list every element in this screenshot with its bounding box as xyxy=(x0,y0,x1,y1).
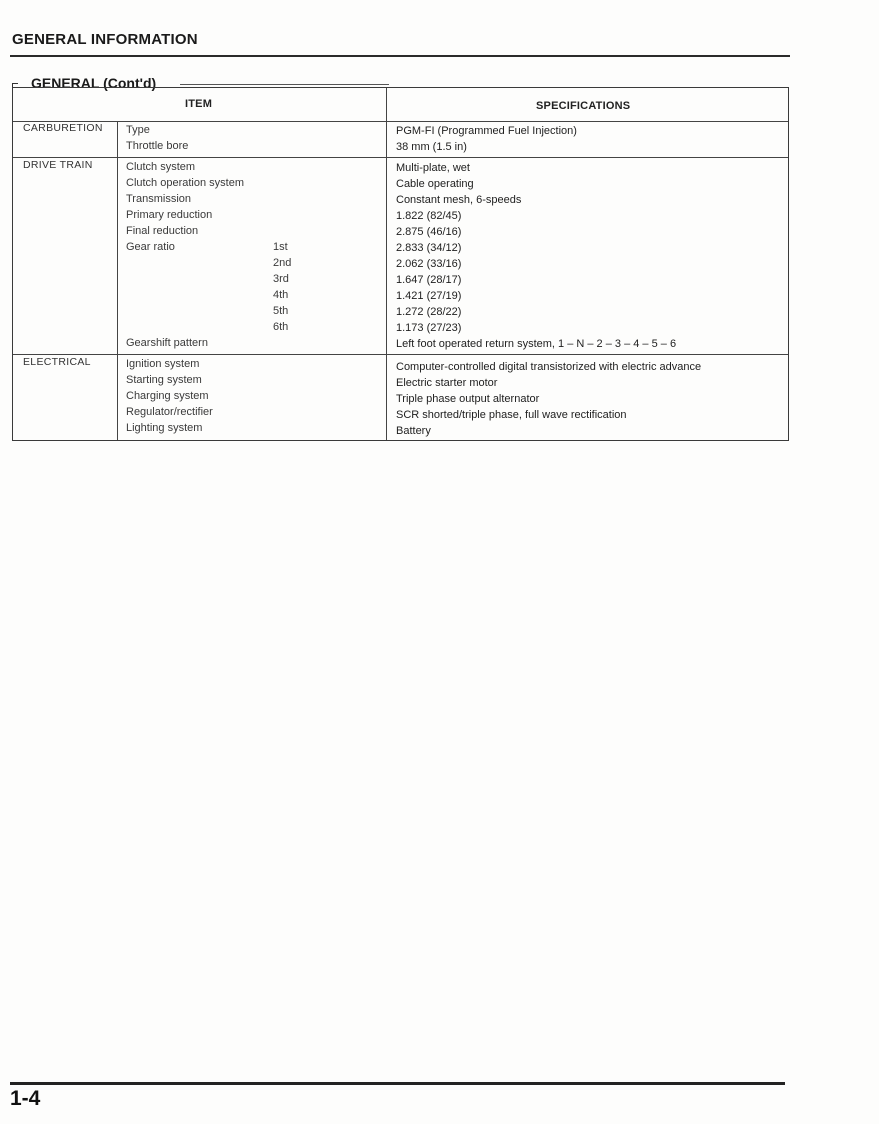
spec-cell: 1.421 (27/19) xyxy=(396,290,462,302)
spec-cell: PGM-FI (Programmed Fuel Injection) xyxy=(396,125,577,137)
page-number: 1-4 xyxy=(10,1087,41,1110)
gear-label: 6th xyxy=(273,321,289,333)
item-cell: Clutch operation system xyxy=(126,177,244,189)
item-cell: Type xyxy=(126,124,150,136)
item-cell: Clutch system xyxy=(126,161,196,173)
spec-cell: 1.647 (28/17) xyxy=(396,274,462,286)
item-cell: Gearshift pattern xyxy=(126,337,208,349)
item-spec-divider xyxy=(386,88,387,440)
category-carburetion: CARBURETION xyxy=(23,122,103,134)
drive-train-row-divider xyxy=(13,354,788,355)
category-drive-train: DRIVE TRAIN xyxy=(23,159,93,171)
spec-cell: 1.272 (28/22) xyxy=(396,306,462,318)
item-cell: Starting system xyxy=(126,374,202,386)
spec-cell: Cable operating xyxy=(396,178,474,190)
item-cell: Ignition system xyxy=(126,358,200,370)
spec-cell: 2.875 (46/16) xyxy=(396,226,462,238)
spec-cell: Multi-plate, wet xyxy=(396,162,470,174)
section-title: GENERAL (Cont'd) xyxy=(31,75,162,91)
gear-label: 5th xyxy=(273,305,289,317)
section-bracket-top xyxy=(12,83,18,84)
spec-cell: 2.062 (33/16) xyxy=(396,258,462,270)
item-cell: Gear ratio xyxy=(126,241,175,253)
item-cell: Final reduction xyxy=(126,225,199,237)
spec-cell: 1.173 (27/23) xyxy=(396,322,462,334)
spec-cell: SCR shorted/triple phase, full wave rectification xyxy=(396,409,627,421)
spec-cell: Constant mesh, 6-speeds xyxy=(396,194,522,206)
item-cell: Charging system xyxy=(126,390,209,402)
item-cell: Lighting system xyxy=(126,422,203,434)
gear-label: 4th xyxy=(273,289,289,301)
page-header-title: GENERAL INFORMATION xyxy=(12,31,198,48)
header-rule xyxy=(10,55,790,57)
category-divider xyxy=(117,121,118,440)
item-cell: Throttle bore xyxy=(126,140,189,152)
spec-cell: 1.822 (82/45) xyxy=(396,210,462,222)
gear-label: 1st xyxy=(273,241,288,253)
carburetion-row-divider xyxy=(13,157,788,158)
spec-cell: Battery xyxy=(396,425,431,437)
item-cell: Regulator/rectifier xyxy=(126,406,213,418)
specifications-table xyxy=(12,87,789,441)
column-header-item: ITEM xyxy=(185,98,213,110)
spec-cell: 2.833 (34/12) xyxy=(396,242,462,254)
category-electrical: ELECTRICAL xyxy=(23,356,91,368)
section-title-line xyxy=(180,84,389,85)
spec-cell: Computer-controlled digital transistorized with electric advance xyxy=(396,361,702,373)
spec-cell: 38 mm (1.5 in) xyxy=(396,141,467,153)
footer-rule xyxy=(10,1082,785,1085)
column-header-specifications: SPECIFICATIONS xyxy=(536,100,631,112)
item-cell: Primary reduction xyxy=(126,209,213,221)
gear-label: 2nd xyxy=(273,257,292,269)
spec-cell: Triple phase output alternator xyxy=(396,393,540,405)
spec-cell: Left foot operated return system, 1 – N – 2 – 3 – 4 – 5 – 6 xyxy=(396,338,677,350)
spec-cell: Electric starter motor xyxy=(396,377,498,389)
item-cell: Transmission xyxy=(126,193,191,205)
gear-label: 3rd xyxy=(273,273,289,285)
